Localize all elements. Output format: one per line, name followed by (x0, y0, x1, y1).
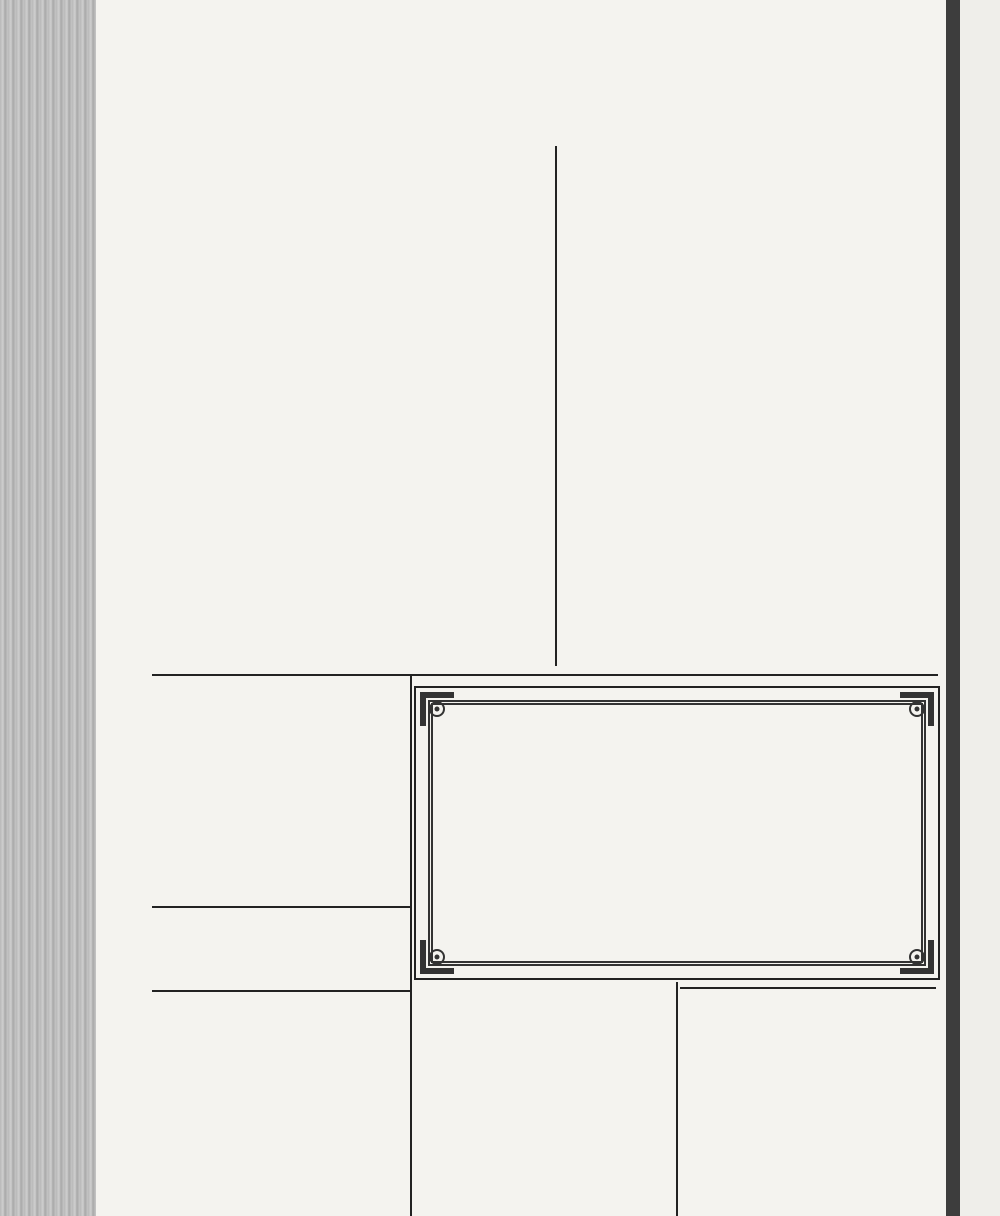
ad-divider (152, 990, 410, 992)
book-binding-edge (0, 0, 96, 1216)
thanks-text (444, 710, 910, 714)
corner-ornament-icon (898, 690, 936, 728)
thanks-frame-border (428, 700, 926, 966)
corner-ornament-icon (898, 938, 936, 976)
ad-divider (680, 987, 936, 989)
section-divider (152, 674, 938, 676)
column-divider (555, 146, 557, 666)
ads-column-divider (410, 676, 412, 1216)
ad-divider (152, 906, 410, 908)
thanks-frame (414, 686, 940, 980)
next-page-edge (960, 0, 1000, 1216)
corner-ornament-icon (418, 690, 456, 728)
page-gutter (946, 0, 960, 1216)
newspaper-page (96, 0, 946, 1216)
ads-column-divider (676, 982, 678, 1216)
notice-right-column (572, 146, 934, 152)
ad-butcher-continued (680, 984, 936, 992)
corner-ornament-icon (418, 938, 456, 976)
